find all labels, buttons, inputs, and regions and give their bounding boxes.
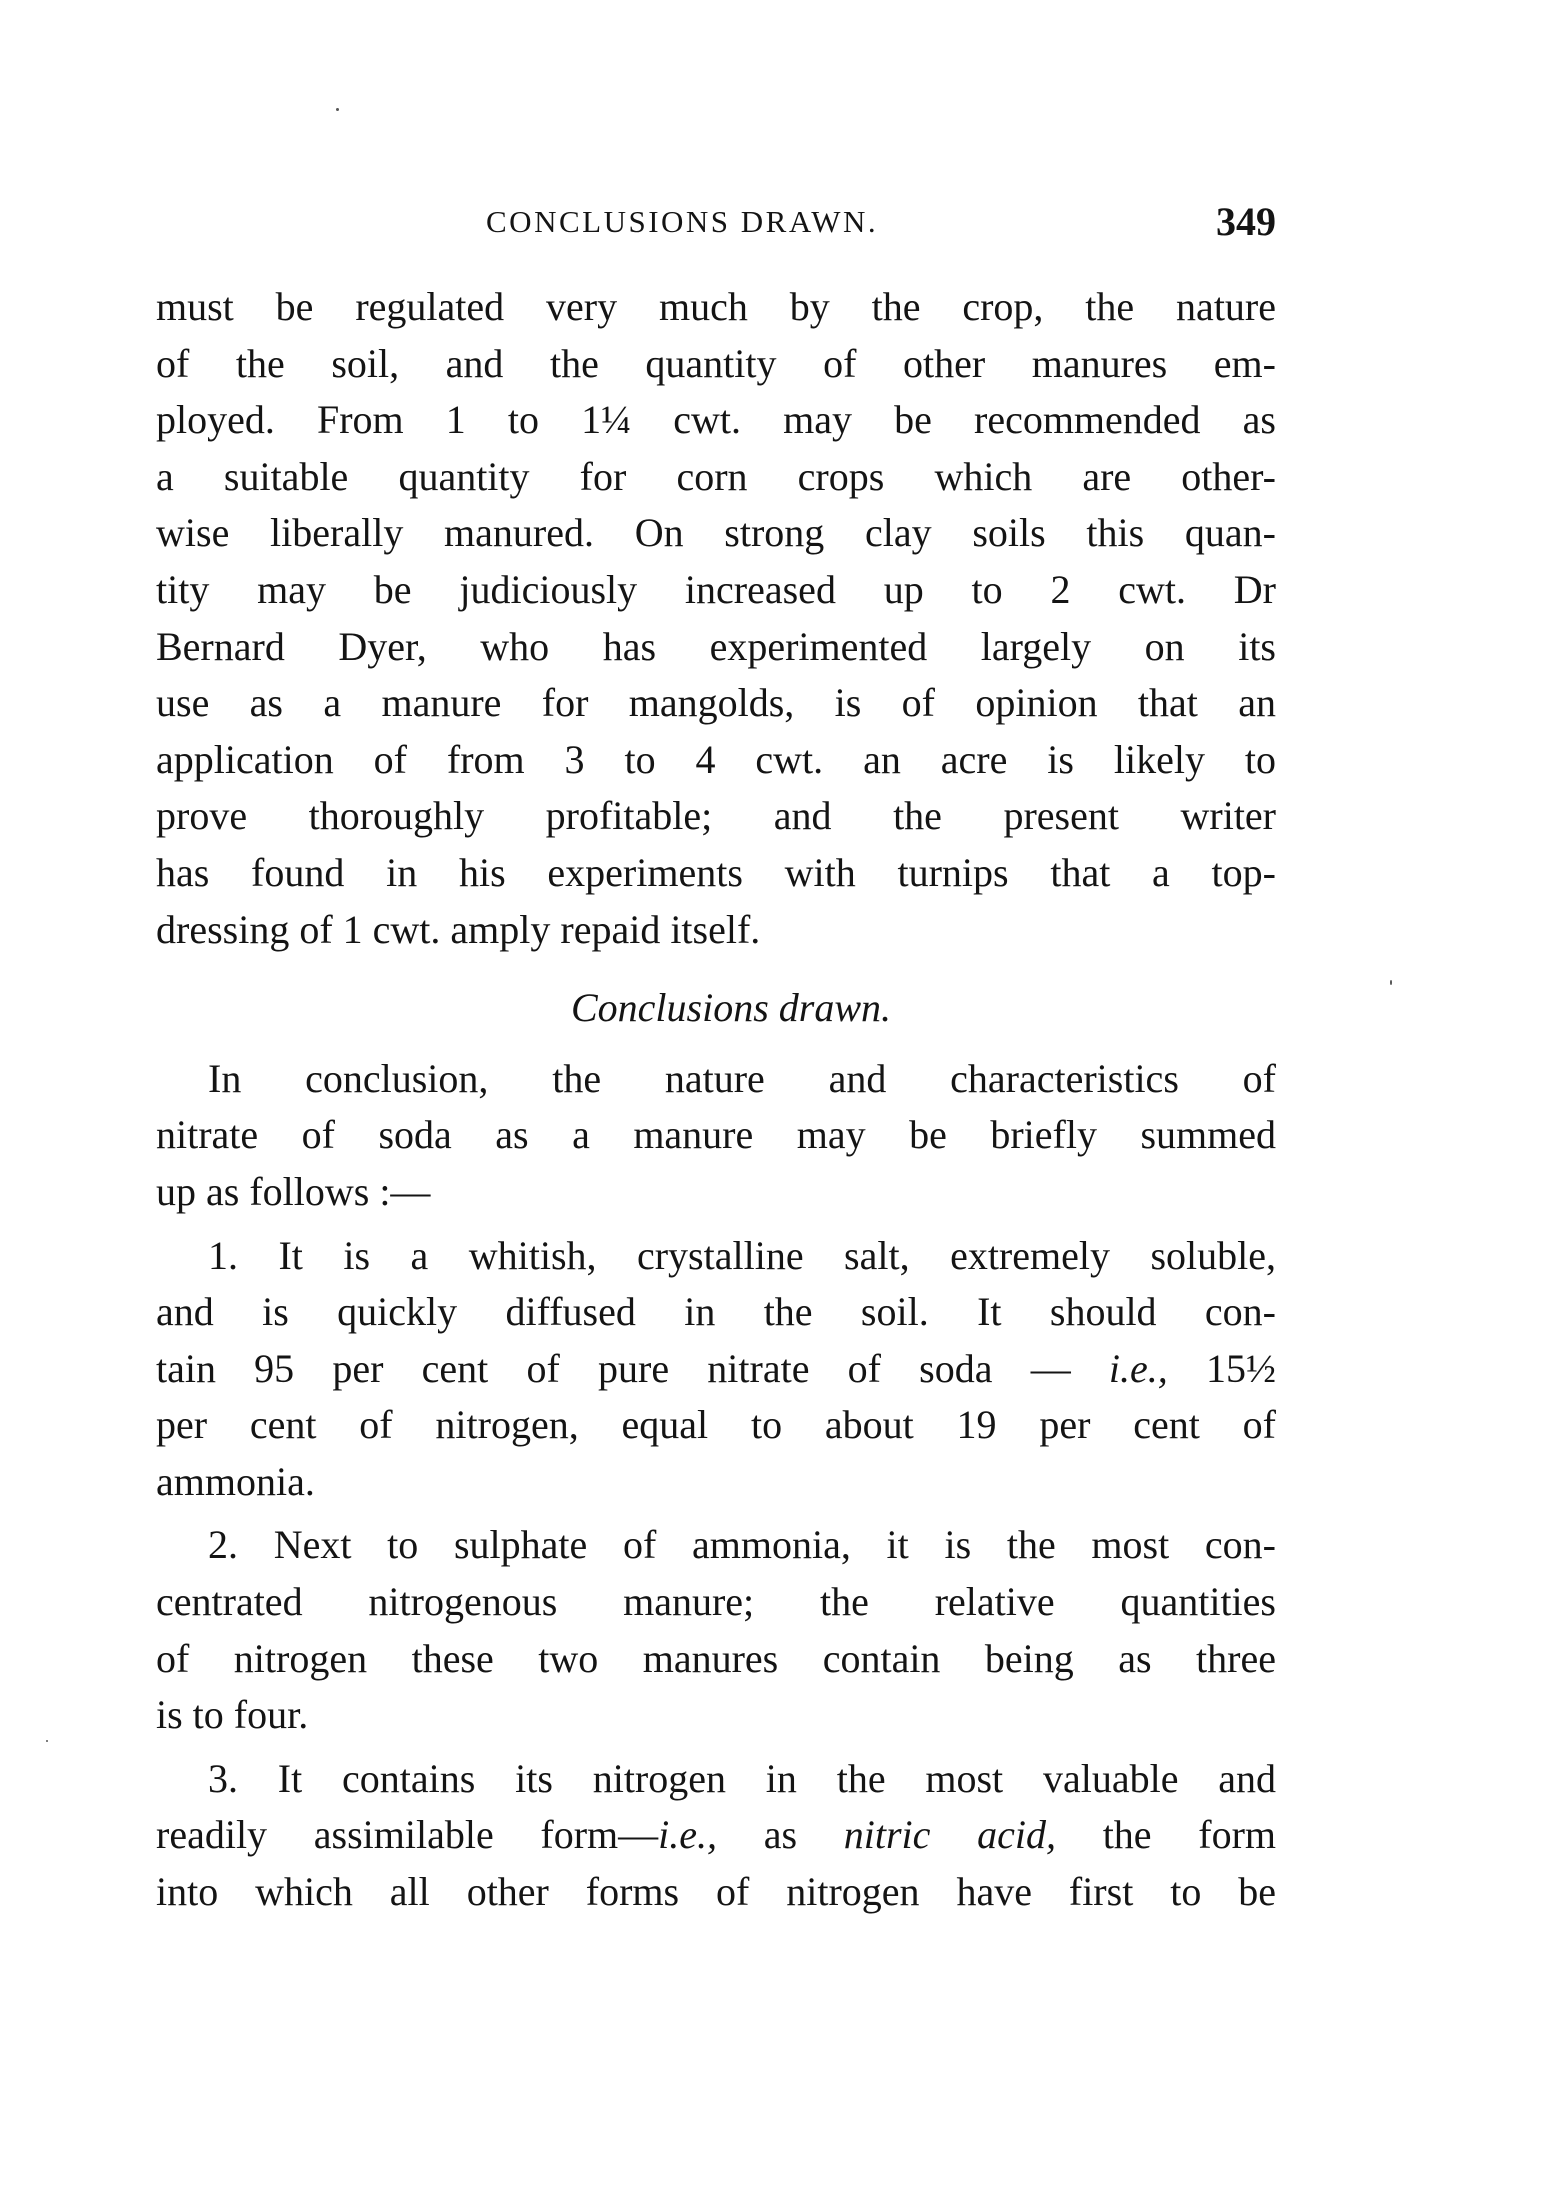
text-run: 15½ — [1167, 1345, 1276, 1391]
text-line: use as a manure for mangolds, is of opinion that an — [156, 680, 1276, 726]
text-line: application of from 3 to 4 cwt. an acre is likely to — [156, 736, 1276, 782]
text-line: ployed. From 1 to 1¼ cwt. may be recommended as — [156, 397, 1276, 443]
text-line: up as follows :— — [156, 1168, 431, 1214]
body-text — [156, 279, 1276, 1921]
text-run: the form — [1056, 1812, 1277, 1858]
text-run: as — [717, 1812, 844, 1858]
list-item-1 — [156, 1228, 1276, 1511]
italic-run: i.e., — [1108, 1345, 1168, 1391]
text-line: a suitable quantity for corn crops which are other- — [156, 453, 1276, 499]
text-line: 2. Next to sulphate of ammonia, it is the most con- — [208, 1522, 1276, 1568]
text-line — [156, 1341, 1276, 1398]
text-line: In conclusion, the nature and characteristics of — [208, 1055, 1276, 1101]
italic-run: i.e., — [658, 1812, 718, 1858]
page-number: 349 — [1216, 199, 1276, 244]
text-line: of the soil, and the quantity of other manures em- — [156, 340, 1276, 386]
page-speck — [1390, 980, 1392, 985]
text-run: tain 95 per cent of pure nitrate of soda — — [156, 1345, 1109, 1391]
paragraph-2 — [156, 1051, 1276, 1221]
text-line: centrated nitrogenous manure; the relative quantities — [156, 1579, 1276, 1625]
text-line: 3. It contains its nitrogen in the most valuable and — [208, 1755, 1276, 1801]
text-line: nitrate of soda as a manure may be briefly summed — [156, 1112, 1276, 1158]
text-line: per cent of nitrogen, equal to about 19 per cent of — [156, 1402, 1276, 1448]
text-line: and is quickly diffused in the soil. It should con- — [156, 1289, 1276, 1335]
text-line: is to four. — [156, 1692, 309, 1738]
list-item-3 — [156, 1751, 1276, 1921]
paragraph-1 — [156, 279, 1276, 958]
text-line: ammonia. — [156, 1458, 315, 1504]
text-line: has found in his experiments with turnips that a top- — [156, 849, 1276, 895]
italic-run: nitric acid, — [843, 1812, 1056, 1858]
running-header — [156, 200, 1276, 248]
page-speck — [46, 1740, 48, 1742]
text-line: of nitrogen these two manures contain being as three — [156, 1635, 1276, 1681]
text-line: dressing of 1 cwt. amply repaid itself. — [156, 906, 761, 952]
text-line: must be regulated very much by the crop, the nature — [156, 284, 1276, 329]
page-speck — [336, 108, 339, 111]
text-line: Bernard Dyer, who has experimented largely on its — [156, 623, 1276, 669]
text-line: tity may be judiciously increased up to 2 cwt. Dr — [156, 566, 1276, 612]
text-line: wise liberally manured. On strong clay soils this quan- — [156, 510, 1276, 556]
text-line — [156, 1807, 1276, 1864]
text-line: into which all other forms of nitrogen have first to be — [156, 1869, 1276, 1915]
text-line: 1. It is a whitish, crystalline salt, extremely soluble, — [208, 1232, 1276, 1278]
section-heading: Conclusions drawn. — [570, 985, 892, 1031]
text-run: readily assimilable form— — [156, 1812, 659, 1858]
running-title: CONCLUSIONS DRAWN. — [486, 204, 879, 239]
text-line: prove thoroughly profitable; and the present writer — [156, 793, 1276, 839]
list-item-2 — [156, 1517, 1276, 1743]
